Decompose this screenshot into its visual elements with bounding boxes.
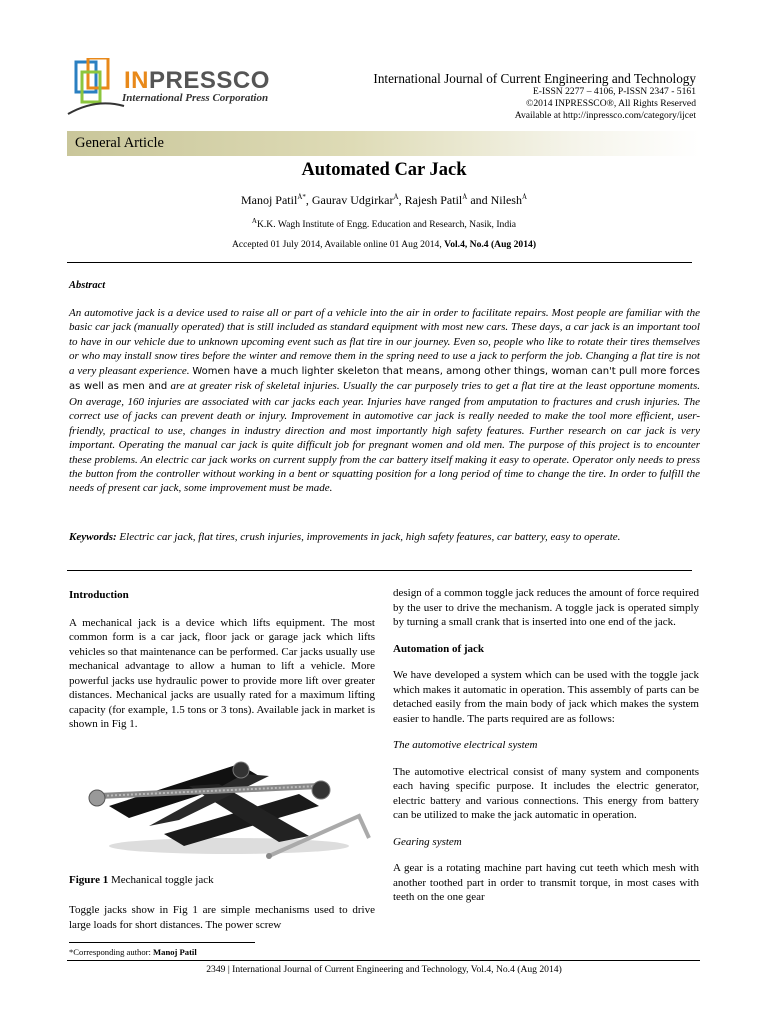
introduction-paragraph: A mechanical jack is a device which lifts equipment. The most common form is a car jack, floor jack or garage jack which lifts vehicles so that maintenance can be performed. Car jacks usually use mechanical advantage to allow a human to lift a vehicle. More powerful jacks use hydraulic power to provide more lift over greater distances. Mechanical jacks are usually rated for a maximum lifting capacity (for example, 1.5 tons or 3 tons). Available jack in market is shown in Fig 1. [69, 616, 375, 730]
introduction-heading: Introduction [69, 589, 129, 601]
left-column-continued [69, 903, 375, 932]
gearing-paragraph: A gear is a rotating machine part having cut teeth which mesh with another toothed part in order to transmit torque, in most cases with teeth on the one gear [393, 862, 699, 903]
automation-paragraph: We have developed a system which can be used with the toggle jack which makes it automatic in operation. This assembly of parts can be detached easily from the main body of jack which makes the system easier to handle. The parts required are as follows: [393, 669, 699, 725]
journal-copyright: ©2014 INPRESSCO®, All Rights Reserved [526, 98, 696, 109]
keywords: Keywords: Electric car jack, flat tires, crush injuries, improvements in jack, high safety features, car battery, easy to operate. [69, 531, 621, 543]
journal-info [373, 72, 696, 122]
abstract-heading: Abstract [69, 280, 106, 291]
abstract-divider [67, 570, 692, 571]
article-type-label: General Article [75, 135, 164, 151]
automation-heading: Automation of jack [393, 642, 485, 655]
right-column [393, 586, 699, 905]
footer-divider [67, 960, 700, 961]
logo-tagline: International Press Corporation [122, 92, 269, 104]
footnote-divider [69, 942, 255, 943]
corresponding-author: *Corresponding author: Manoj Patil [69, 947, 197, 957]
gearing-heading: Gearing system [393, 835, 462, 848]
paper-title: Automated Car Jack [301, 160, 467, 180]
toggle-jack-paragraph-cont: design of a common toggle jack reduces the amount of force required by the user to drive the mechanism. A toggle jack is operated simply by turning a small crank that is inserted into one end of the jack. [393, 587, 699, 628]
article-type-banner [67, 131, 700, 156]
author-list: Manoj Patil$^{Ȧ*}$, Gaurav Udgirkar$^Ȧ$, Rajesh Patil$^Ȧ$ and Nilesh$^Ȧ$ [240, 193, 528, 207]
abstract-text: An automotive jack is a device used to raise all or part of a vehicle into the air in order to facilitate repairs. Most people are familiar with the basic car jack (manually operated) that is still included as standard equipment with most new cars. These days, a car jack is an important tool to have in our vehicle due to unknown upcoming event such as flat tire in our journey. Even so, people who like to rotate their tires themselves or who may install snow tires before the winter and remove them in the spring need to use a jack to perform the job. Changing a flat tire is not a very pleasant experience. Women have a much lighter skeleton that means, among other things, woman can't pull more forces as well as men and are at greater risk of skeletal injuries. Usually the car purposely tries to get a flat tire at the least opportune moments. On average, 160 injuries are associated with car jacks each year. Injuries have ranged from amputation to fractures and crush injuries. The correct use of jacks can prevent death or injury. Improvement in automotive car jack is really needed to make the tool more efficient, user-friendly, practical to use, changes in industry direction and most importantly high safety features. Further research on car jack is very important. Operating the manual car jack is quite difficult job for pregnant women and old men. The purpose of this project is to encounter these problems. An electric car jack works on current supply from the car battery itself making it easy to operate. Operator only needs to press the button from the controller without working in a bent or squatting position for a long period of time to change the tire. In order to fulfill the needs of present car jack, some improvement must be made. [69, 307, 701, 495]
left-column [69, 588, 375, 732]
affiliation: $^A$K.K. Wagh Institute of Engg. Education and Research, Nasik, India [251, 217, 517, 231]
toggle-jack-paragraph: Toggle jacks show in Fig 1 are simple mechanisms used to drive large loads for short distances. The power screw [69, 904, 375, 931]
journal-title: International Journal of Current Engineering and Technology [373, 71, 696, 86]
logo-emblem-icon [66, 58, 126, 122]
page-footer: 2349 | International Journal of Current Engineering and Technology, Vol.4, No.4 (Aug 2014) [206, 964, 562, 975]
electrical-paragraph: The automotive electrical consist of many system and components each having specific purpose. It includes the electric generator, electric battery and various connections. This energy from battery can be utilized to make the jack automatic in operation. [393, 765, 699, 821]
figure-caption: Figure 1 Mechanical toggle jack [69, 874, 214, 886]
journal-url: Available at http://inpressco.com/category/ijcet [514, 110, 696, 121]
header-divider [67, 262, 692, 263]
publication-dates: Accepted 01 July 2014, Available online 01 Aug 2014, Vol.4, No.4 (Aug 2014) [231, 239, 537, 250]
journal-issn: E-ISSN 2277 – 4106, P-ISSN 2347 - 5161 [532, 86, 696, 97]
logo-wordmark: INPRESSCO [124, 67, 270, 94]
toggle-jack-figure [69, 746, 375, 866]
publisher-logo [66, 52, 306, 132]
electrical-heading: The automotive electrical system [393, 739, 538, 751]
